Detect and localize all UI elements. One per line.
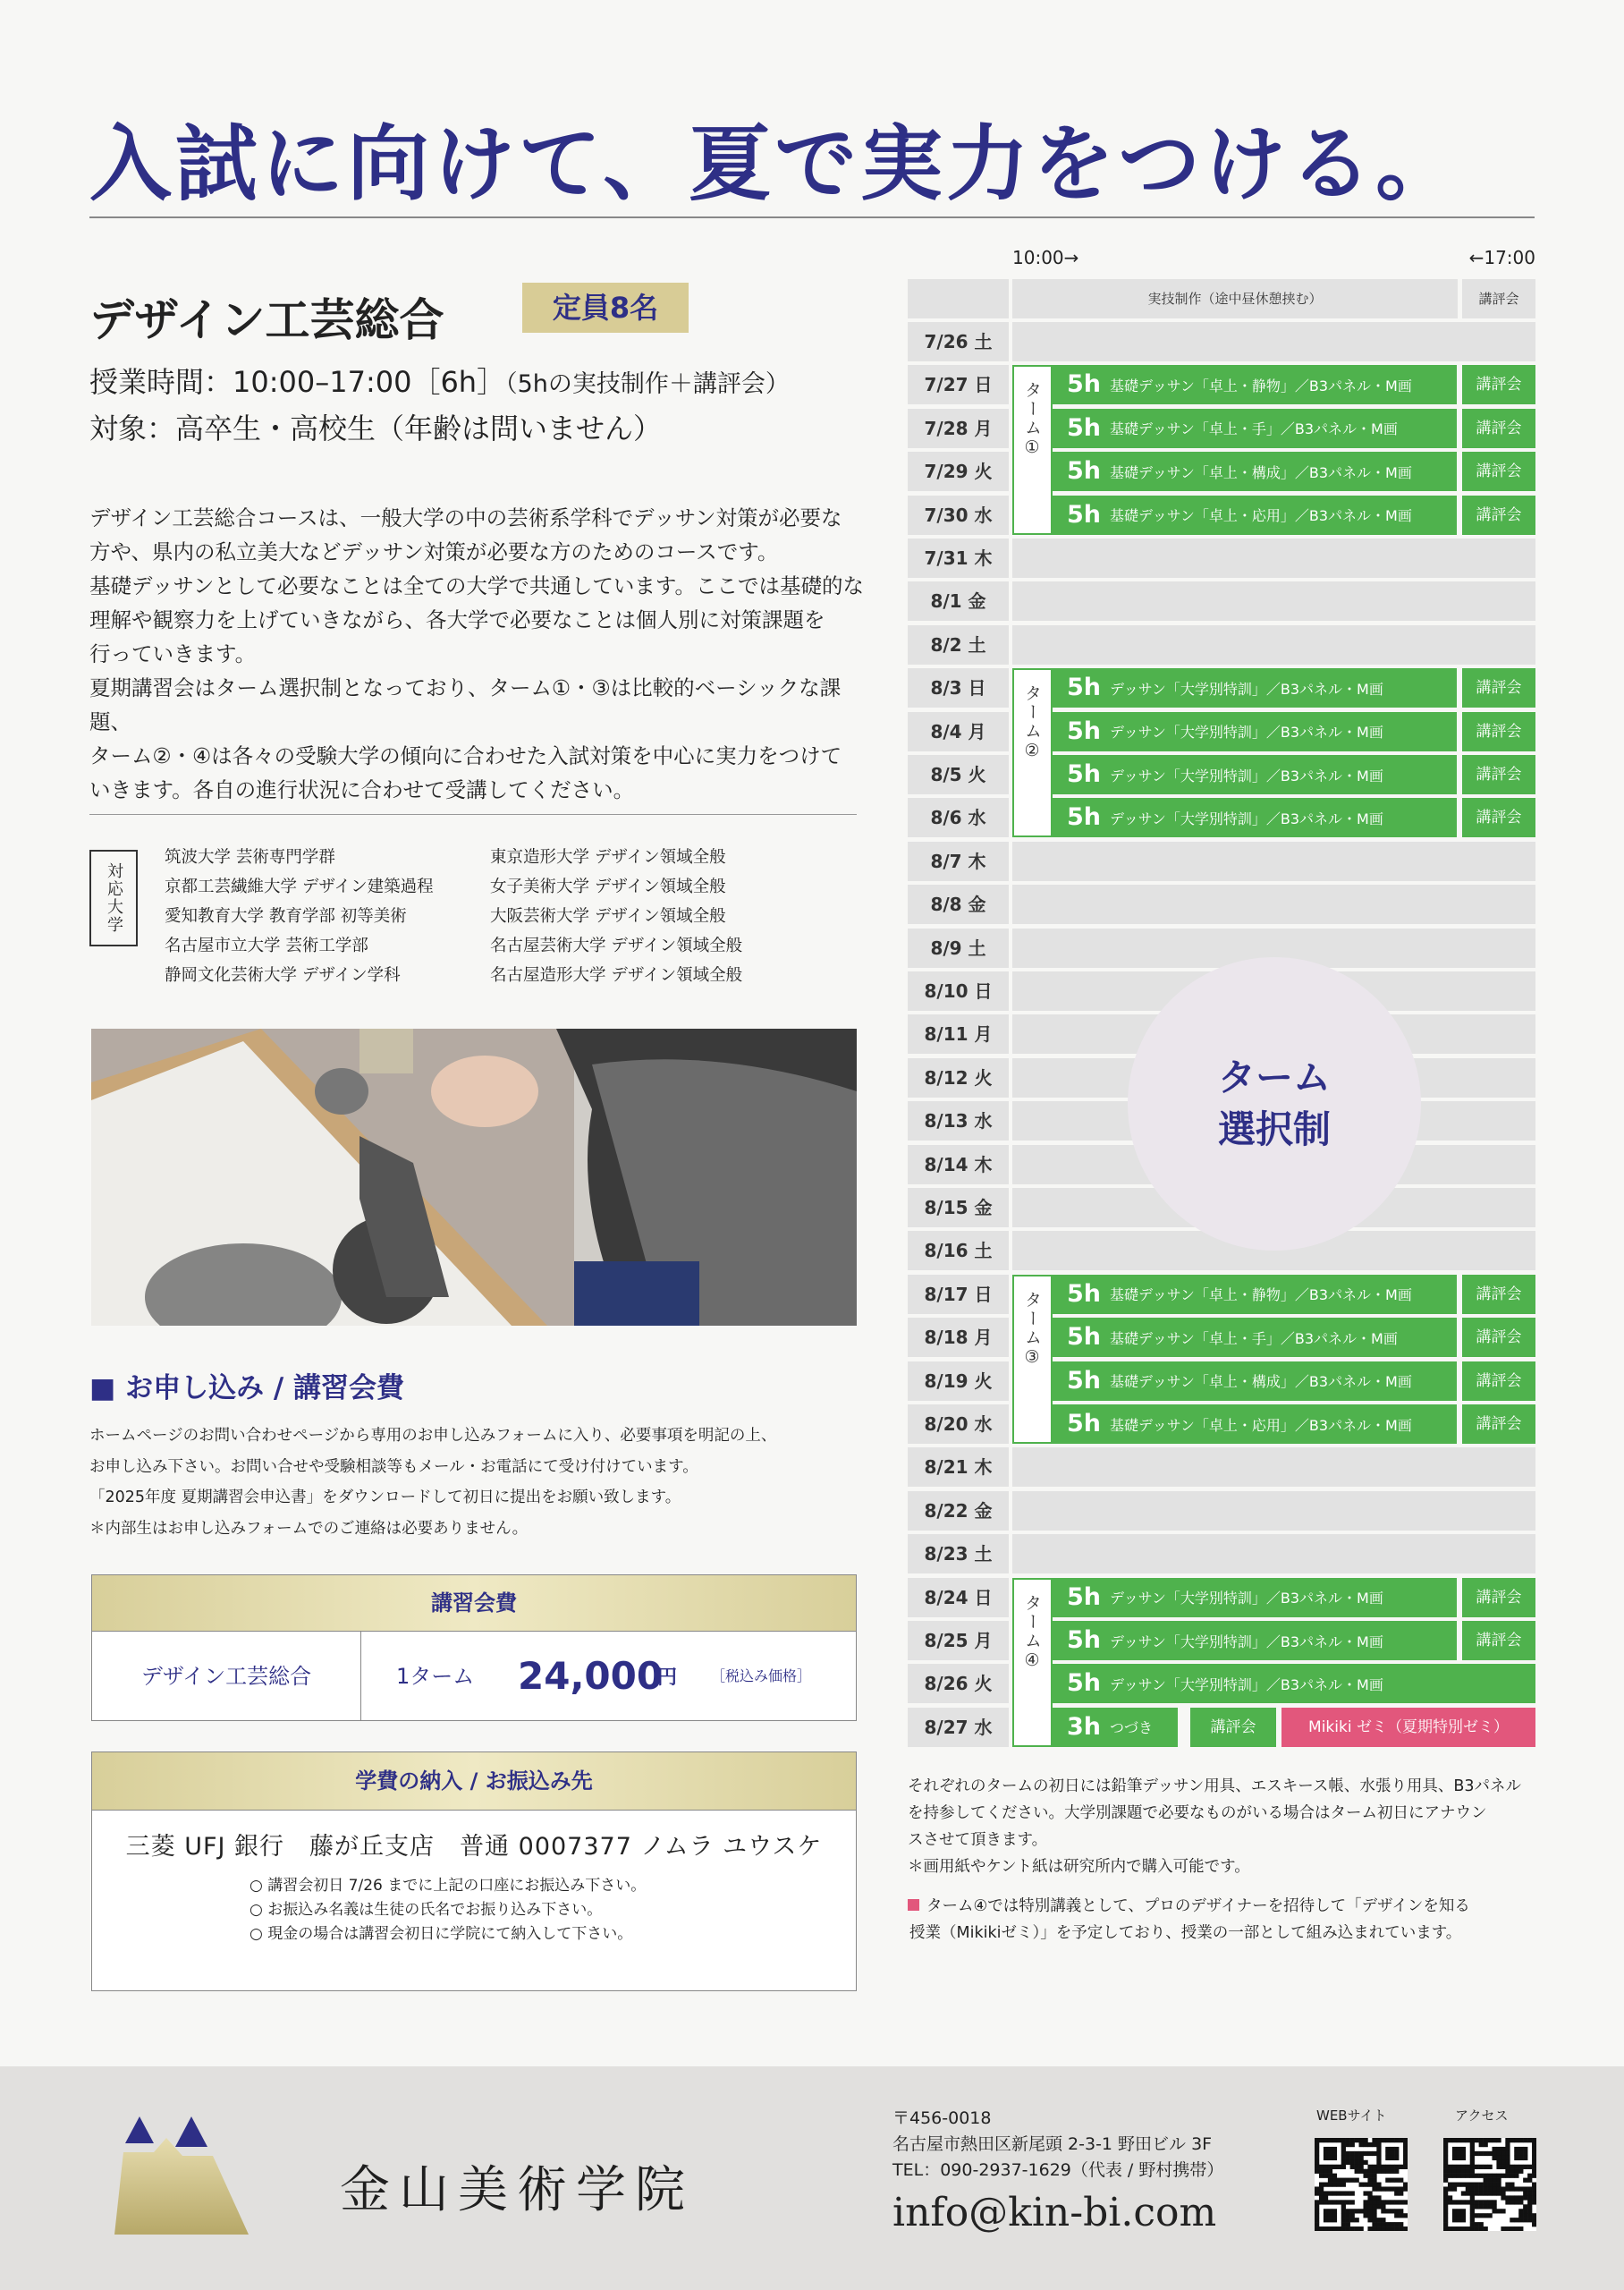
schedule-row xyxy=(908,496,1535,535)
drawing-class-photo xyxy=(91,1029,857,1326)
university-list-left xyxy=(165,843,434,990)
class-topic: デッサン「大学別特訓」／B3パネル・M画 xyxy=(1110,724,1383,742)
class-topic: 基礎デッサン「卓上・応用」／B3パネル・M画 xyxy=(1110,1416,1412,1434)
review-cell: 講評会 xyxy=(1462,452,1535,491)
date-cell: 8/1 金 xyxy=(908,581,1009,621)
header-date-cell xyxy=(908,279,1009,318)
class-topic: デッサン「大学別特訓」／B3パネル・M画 xyxy=(1110,810,1383,827)
qr-code-icon xyxy=(1315,2138,1408,2231)
schedule-row xyxy=(908,365,1535,404)
class-cell xyxy=(1053,496,1457,535)
class-topic: デッサン「大学別特訓」／B3パネル・M画 xyxy=(1110,1633,1383,1650)
date-cell: 8/19 火 xyxy=(908,1361,1009,1401)
hours: 3h xyxy=(1067,1712,1102,1741)
schedule-row xyxy=(908,712,1535,751)
review-cell: 講評会 xyxy=(1462,1578,1535,1617)
date-cell: 8/22 金 xyxy=(908,1491,1009,1531)
email-link[interactable]: info@kin-bi.com xyxy=(892,2190,1217,2235)
university-item: 愛知教育大学 教育学部 初等美術 xyxy=(165,907,407,926)
class-cell xyxy=(1053,712,1457,751)
term-label: ターム② xyxy=(1012,668,1053,837)
note-line: を持参してください。大学別課題で必要なものがいる場合はターム初日にアナウン xyxy=(908,1804,1487,1822)
hours: 5h xyxy=(1067,413,1102,442)
class-topic: 基礎デッサン「卓上・手」／B3パネル・M画 xyxy=(1110,1329,1398,1347)
date-cell: 8/7 木 xyxy=(908,842,1009,881)
web-label: WEBサイト xyxy=(1316,2108,1387,2124)
school-name: 金山美術学院 xyxy=(340,2161,694,2219)
hours: 5h xyxy=(1067,457,1102,486)
hours: 5h xyxy=(1067,717,1102,745)
empty-cell xyxy=(1012,1447,1535,1487)
contact-info xyxy=(892,2106,1223,2184)
hours: 5h xyxy=(1067,1410,1102,1438)
class-hours-note: （5hの実技制作＋講評会） xyxy=(505,370,790,398)
university-item: 東京造形大学 デザイン領域全般 xyxy=(490,848,726,867)
university-item: 大阪芸術大学 デザイン領域全般 xyxy=(490,907,726,926)
date-cell: 8/26 火 xyxy=(908,1664,1009,1703)
date-cell: 8/8 金 xyxy=(908,885,1009,924)
term-label: ターム① xyxy=(1012,365,1053,534)
apply-line: ＊内部生はお申し込みフォームでのご連絡は必要ありません。 xyxy=(89,1519,529,1538)
review-cell: 講評会 xyxy=(1462,1621,1535,1660)
hours: 5h xyxy=(1067,370,1102,399)
school-logo-icon xyxy=(114,2116,249,2235)
schedule-row xyxy=(908,581,1535,621)
apply-line: 「2025年度 夏期講習会申込書」をダウンロードして初日に提出をお願い致します。 xyxy=(89,1488,681,1506)
class-topic: 基礎デッサン「卓上・構成」／B3パネル・M画 xyxy=(1110,1373,1412,1391)
empty-cell xyxy=(1012,539,1535,578)
course-title: デザイン工芸総合 xyxy=(89,294,444,346)
university-item: 名古屋芸術大学 デザイン領域全般 xyxy=(490,937,743,955)
schedule-row xyxy=(908,409,1535,448)
term-select-badge xyxy=(1128,957,1421,1251)
payment-note: ○ お振込み名義は生徒の氏名でお振り込み下さい。 xyxy=(250,1901,603,1919)
class-hours xyxy=(89,360,790,401)
class-topic: つづき xyxy=(1110,1719,1154,1737)
fee-row xyxy=(92,1631,856,1721)
header-main: 実技制作（途中昼休憩挟む） xyxy=(1012,279,1458,318)
hours: 5h xyxy=(1067,1279,1102,1308)
schedule-row xyxy=(908,1708,1535,1747)
university-item: 静岡文化芸術大学 デザイン学科 xyxy=(165,966,401,985)
address: 名古屋市熱田区新尾頭 2-3-1 野田ビル 3F xyxy=(892,2134,1213,2154)
hours: 5h xyxy=(1067,1669,1102,1698)
capacity-badge: 定員8名 xyxy=(522,283,689,333)
pink-square-icon xyxy=(908,1899,919,1911)
date-cell: 8/20 水 xyxy=(908,1404,1009,1444)
class-cell xyxy=(1053,1404,1457,1444)
date-cell: 8/3 日 xyxy=(908,668,1009,708)
class-topic: 基礎デッサン「卓上・手」／B3パネル・M画 xyxy=(1110,420,1398,438)
review-cell: 講評会 xyxy=(1462,798,1535,837)
schedule-row xyxy=(908,1275,1535,1314)
fee-yen: 円 xyxy=(657,1667,678,1689)
hours: 5h xyxy=(1067,1582,1102,1611)
date-cell: 8/16 土 xyxy=(908,1231,1009,1270)
date-cell: 8/10 日 xyxy=(908,971,1009,1011)
date-cell: 7/29 火 xyxy=(908,452,1009,491)
empty-cell xyxy=(1012,322,1535,361)
special-note: 授業（Mikikiゼミ）」を予定しており、授業の一部として組み込まれています。 xyxy=(909,1924,1462,1942)
date-cell: 8/27 水 xyxy=(908,1708,1009,1747)
empty-cell xyxy=(1012,842,1535,881)
class-hours-label: 授業時間：10:00–17:00［6h］ xyxy=(89,365,506,399)
desc-line: 理解や観察力を上げていきながら、各大学で必要なことは個人別に対策課題を xyxy=(89,607,825,632)
universities-label: 対応大学 xyxy=(89,850,138,946)
review-cell: 講評会 xyxy=(1462,1275,1535,1314)
badge-line: 選択制 xyxy=(1217,1107,1331,1151)
apply-text xyxy=(89,1421,876,1544)
desc-line: 夏期講習会はターム選択制となっており、ターム①・③は比較的ベーシックな課題、 xyxy=(89,675,842,734)
badge-line: ターム xyxy=(1217,1056,1331,1099)
review-cell: 講評会 xyxy=(1190,1708,1276,1747)
hours: 5h xyxy=(1067,803,1102,832)
class-topic: 基礎デッサン「卓上・応用」／B3パネル・M画 xyxy=(1110,507,1412,525)
divider xyxy=(89,216,1535,218)
access-qr-code[interactable] xyxy=(1443,2138,1536,2231)
headline: 入試に向けて、夏で実力をつける。 xyxy=(89,115,1462,212)
access-label: アクセス xyxy=(1455,2108,1509,2124)
university-item: 筑波大学 芸術専門学群 xyxy=(165,848,335,867)
fee-title: 講習会費 xyxy=(92,1575,856,1631)
empty-cell xyxy=(1012,1491,1535,1531)
class-cell xyxy=(1053,1621,1457,1660)
schedule-row xyxy=(908,755,1535,794)
class-cell xyxy=(1053,1664,1535,1703)
class-topic: 基礎デッサン「卓上・構成」／B3パネル・M画 xyxy=(1110,463,1412,481)
university-item: 京都工芸繊維大学 デザイン建築過程 xyxy=(165,878,434,896)
fee-unit: 1ターム xyxy=(396,1664,475,1689)
class-cell xyxy=(1053,365,1457,404)
note-line: それぞれのタームの初日には鉛筆デッサン用具、エスキース帳、水張り用具、B3パネル xyxy=(908,1777,1522,1795)
review-cell: 講評会 xyxy=(1462,668,1535,708)
date-cell: 7/28 月 xyxy=(908,409,1009,448)
university-item: 名古屋造形大学 デザイン領域全般 xyxy=(490,966,743,985)
desc-line: デザイン工芸総合コースは、一般大学の中の芸術系学科でデッサン対策が必要な xyxy=(89,505,842,530)
schedule-row xyxy=(908,842,1535,881)
class-cell xyxy=(1053,668,1457,708)
note-line: ＊画用紙やケント紙は研究所内で購入可能です。 xyxy=(908,1858,1250,1876)
review-cell: 講評会 xyxy=(1462,365,1535,404)
empty-cell xyxy=(1012,1534,1535,1573)
class-topic: デッサン「大学別特訓」／B3パネル・M画 xyxy=(1110,1590,1383,1607)
university-item: 名古屋市立大学 芸術工学部 xyxy=(165,937,368,955)
class-topic: デッサン「大学別特訓」／B3パネル・M画 xyxy=(1110,680,1383,698)
date-cell: 8/17 日 xyxy=(908,1275,1009,1314)
schedule-row xyxy=(908,1318,1535,1357)
divider xyxy=(89,814,857,815)
schedule-row xyxy=(908,452,1535,491)
hours: 5h xyxy=(1067,1366,1102,1395)
schedule-row xyxy=(908,798,1535,837)
date-cell: 8/9 土 xyxy=(908,929,1009,968)
bank-account: 三菱 UFJ 銀行 藤が丘支店 普通 0007377 ノムラ ユウスケ xyxy=(125,1833,823,1861)
schedule-row xyxy=(908,1664,1535,1703)
date-cell: 7/30 水 xyxy=(908,496,1009,535)
special-note: ターム④では特別講義として、プロのデザイナーを招待して「デザインを知る xyxy=(908,1893,1538,1920)
date-cell: 8/4 月 xyxy=(908,712,1009,751)
payment-notes xyxy=(250,1874,856,1946)
target-students: 対象：高卒生・高校生（年齢は問いません） xyxy=(89,411,663,445)
date-cell: 8/11 月 xyxy=(908,1014,1009,1054)
hours: 5h xyxy=(1067,674,1102,702)
schedule-row xyxy=(908,1621,1535,1660)
schedule-row xyxy=(908,1534,1535,1573)
payment-note: ○ 講習会初日 7/26 までに上記の口座にお振込み下さい。 xyxy=(250,1877,647,1895)
fee-price: 24,000 xyxy=(518,1654,664,1698)
date-cell: 8/6 水 xyxy=(908,798,1009,837)
payment-body xyxy=(92,1810,856,1946)
footer xyxy=(0,2066,1624,2290)
schedule-row xyxy=(908,885,1535,924)
class-topic: デッサン「大学別特訓」／B3パネル・M画 xyxy=(1110,1675,1383,1693)
date-cell: 8/18 月 xyxy=(908,1318,1009,1357)
zip-code: 〒456-0018 xyxy=(892,2108,992,2128)
class-cell xyxy=(1053,1361,1457,1401)
desc-line: 方や、県内の私立美大などデッサン対策が必要な方のためのコースです。 xyxy=(89,539,779,564)
date-cell: 7/26 土 xyxy=(908,322,1009,361)
desc-line: ターム②・④は各々の受験大学の傾向に合わせた入試対策を中心に実力をつけて xyxy=(89,743,842,768)
class-cell xyxy=(1053,1318,1457,1357)
end-time: ←17:00 xyxy=(1468,247,1535,268)
schedule-table xyxy=(908,247,1535,1750)
date-cell: 8/12 火 xyxy=(908,1058,1009,1098)
photo-illustration xyxy=(91,1029,857,1326)
date-cell: 8/2 土 xyxy=(908,625,1009,665)
date-cell: 8/25 月 xyxy=(908,1621,1009,1660)
class-cell xyxy=(1053,1708,1178,1747)
date-cell: 8/5 火 xyxy=(908,755,1009,794)
hours: 5h xyxy=(1067,1323,1102,1352)
course-description xyxy=(89,501,867,807)
payment-note: ○ 現金の場合は講習会初日に学院にて納入して下さい。 xyxy=(250,1925,633,1943)
payment-title: 学費の納入 / お振込み先 xyxy=(92,1752,856,1810)
university-list-right xyxy=(490,843,742,990)
term-label: ターム④ xyxy=(1012,1578,1053,1747)
date-cell: 8/21 木 xyxy=(908,1447,1009,1487)
review-cell: 講評会 xyxy=(1462,1404,1535,1444)
hours: 5h xyxy=(1067,760,1102,788)
date-cell: 8/23 土 xyxy=(908,1534,1009,1573)
class-cell xyxy=(1053,409,1457,448)
review-cell: 講評会 xyxy=(1462,496,1535,535)
class-topic: デッサン「大学別特訓」／B3パネル・M画 xyxy=(1110,767,1383,785)
schedule-row xyxy=(908,1361,1535,1401)
apply-heading: ■ お申し込み / 講習会費 xyxy=(89,1372,404,1404)
university-item: 女子美術大学 デザイン領域全般 xyxy=(490,878,726,896)
desc-line: 基礎デッサンとして必要なことは全ての大学で共通しています。ここでは基礎的な xyxy=(89,573,864,598)
schedule-notes xyxy=(908,1773,1538,1946)
qr-code-icon xyxy=(1443,2138,1536,2231)
schedule-row xyxy=(908,1491,1535,1531)
empty-cell xyxy=(1012,581,1535,621)
schedule-row xyxy=(908,1404,1535,1444)
review-cell: 講評会 xyxy=(1462,1318,1535,1357)
note-line: スさせて頂きます。 xyxy=(908,1831,1048,1849)
date-cell: 8/14 木 xyxy=(908,1145,1009,1184)
mikiki-seminar-cell: Mikiki ゼミ（夏期特別ゼミ） xyxy=(1281,1708,1535,1747)
hours: 5h xyxy=(1067,500,1102,529)
class-topic: 基礎デッサン「卓上・静物」／B3パネル・M画 xyxy=(1110,377,1412,394)
fee-box xyxy=(91,1574,857,1721)
header-review: 講評会 xyxy=(1462,279,1535,318)
empty-cell xyxy=(1012,885,1535,924)
schedule-row xyxy=(908,1447,1535,1487)
review-cell: 講評会 xyxy=(1462,712,1535,751)
phone: TEL：090-2937-1629（代表 / 野村携帯） xyxy=(892,2160,1224,2180)
date-cell: 8/24 日 xyxy=(908,1578,1009,1617)
schedule-row xyxy=(908,625,1535,665)
fee-course: デザイン工芸総合 xyxy=(92,1632,361,1721)
review-cell: 講評会 xyxy=(1462,1361,1535,1401)
class-cell xyxy=(1053,452,1457,491)
schedule-row xyxy=(908,1578,1535,1617)
class-cell xyxy=(1053,755,1457,794)
empty-cell xyxy=(1012,625,1535,665)
schedule-row xyxy=(908,929,1535,968)
date-cell: 7/31 木 xyxy=(908,539,1009,578)
payment-box xyxy=(91,1751,857,1991)
apply-line: お申し込み下さい。お問い合せや受験相談等もメール・お電話にて受け付けています。 xyxy=(89,1457,698,1476)
class-topic: 基礎デッサン「卓上・静物」／B3パネル・M画 xyxy=(1110,1286,1412,1304)
class-cell xyxy=(1053,798,1457,837)
web-qr-code[interactable] xyxy=(1315,2138,1408,2231)
schedule-row xyxy=(908,668,1535,708)
date-cell: 7/27 日 xyxy=(908,365,1009,404)
term-label: ターム③ xyxy=(1012,1275,1053,1444)
review-cell: 講評会 xyxy=(1462,755,1535,794)
desc-line: いきます。各自の進行状況に合わせて受講してください。 xyxy=(89,777,635,802)
date-cell: 8/13 水 xyxy=(908,1101,1009,1141)
fee-tax: ［税込み価格］ xyxy=(711,1667,812,1684)
class-cell xyxy=(1053,1275,1457,1314)
schedule-row xyxy=(908,322,1535,361)
schedule-row xyxy=(908,539,1535,578)
date-cell: 8/15 金 xyxy=(908,1188,1009,1227)
class-cell xyxy=(1053,1578,1457,1617)
start-time: 10:00→ xyxy=(1012,247,1079,268)
desc-line: 行っていきます。 xyxy=(89,641,257,666)
review-cell: 講評会 xyxy=(1462,409,1535,448)
apply-line: ホームページのお問い合わせページから専用のお申し込みフォームに入り、必要事項を明記の上、 xyxy=(89,1427,777,1445)
hours: 5h xyxy=(1067,1626,1102,1654)
